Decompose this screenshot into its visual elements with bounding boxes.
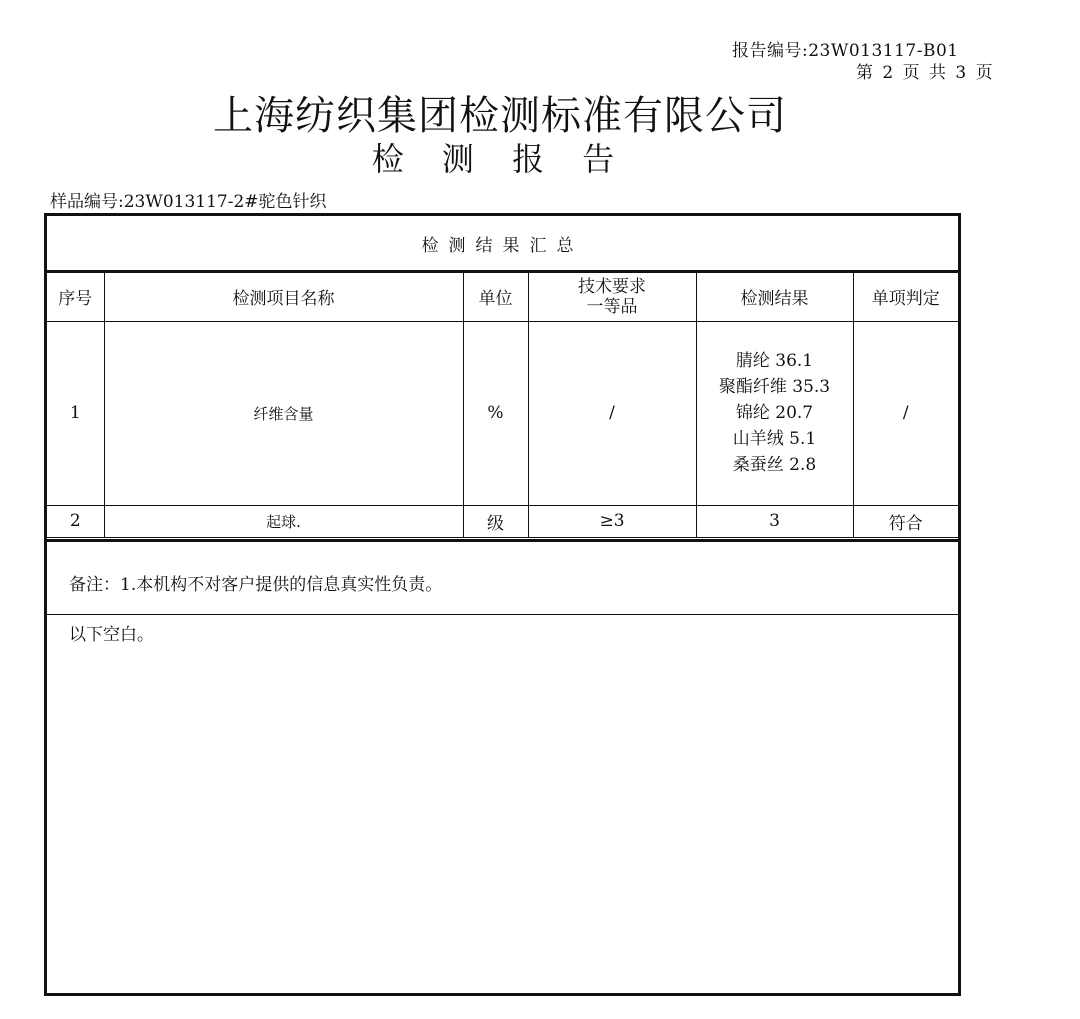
remarks: 备注：1.本机构不对客户提供的信息真实性负责。 <box>47 539 958 615</box>
composition-line: 山羊绒 5.1 <box>732 429 817 449</box>
row-item: 起球. <box>104 505 463 537</box>
document-title: 检 测 报 告 <box>371 140 629 178</box>
row-requirement: / <box>528 321 696 505</box>
row-result: 3 <box>696 505 853 537</box>
row-item: 纤维含量 <box>104 321 463 505</box>
requirement-label: 技术要求 <box>578 276 646 297</box>
blank-note: 以下空白。 <box>69 625 154 645</box>
row-result <box>696 321 853 505</box>
col-header-result: 检测结果 <box>696 273 853 321</box>
col-header-item: 检测项目名称 <box>104 273 463 321</box>
row-unit: % <box>463 321 528 505</box>
col-header-requirement <box>528 273 696 321</box>
composition-line: 锦纶 20.7 <box>735 403 814 423</box>
row-seq: 2 <box>47 505 104 537</box>
composition-line: 桑蚕丝 2.8 <box>732 455 817 475</box>
page-indicator: 第 2 页 共 3 页 <box>856 63 993 83</box>
company-name: 上海纺织集团检测标准有限公司 <box>213 93 787 139</box>
row-seq: 1 <box>47 321 104 505</box>
row-requirement: ≥3 <box>528 505 696 537</box>
fiber-composition-list <box>697 348 853 478</box>
col-header-unit: 单位 <box>463 273 528 321</box>
table-row <box>47 505 958 537</box>
sample-number: 样品编号:23W013117-2#驼色针织 <box>50 192 327 212</box>
col-header-judgment: 单项判定 <box>853 273 958 321</box>
report-number: 报告编号:23W013117-B01 <box>732 41 959 61</box>
composition-line: 腈纶 36.1 <box>735 351 814 371</box>
results-table <box>47 273 958 538</box>
composition-line: 聚酯纤维 35.3 <box>718 377 831 397</box>
col-header-seq: 序号 <box>47 273 104 321</box>
table-header-row <box>47 273 958 321</box>
summary-heading: 检测结果汇总 <box>47 216 958 273</box>
row-judgment: 符合 <box>853 505 958 537</box>
table-row <box>47 321 958 505</box>
report-frame <box>44 213 961 996</box>
row-judgment: / <box>853 321 958 505</box>
row-unit: 级 <box>463 505 528 537</box>
requirement-grade: 一等品 <box>586 296 638 317</box>
